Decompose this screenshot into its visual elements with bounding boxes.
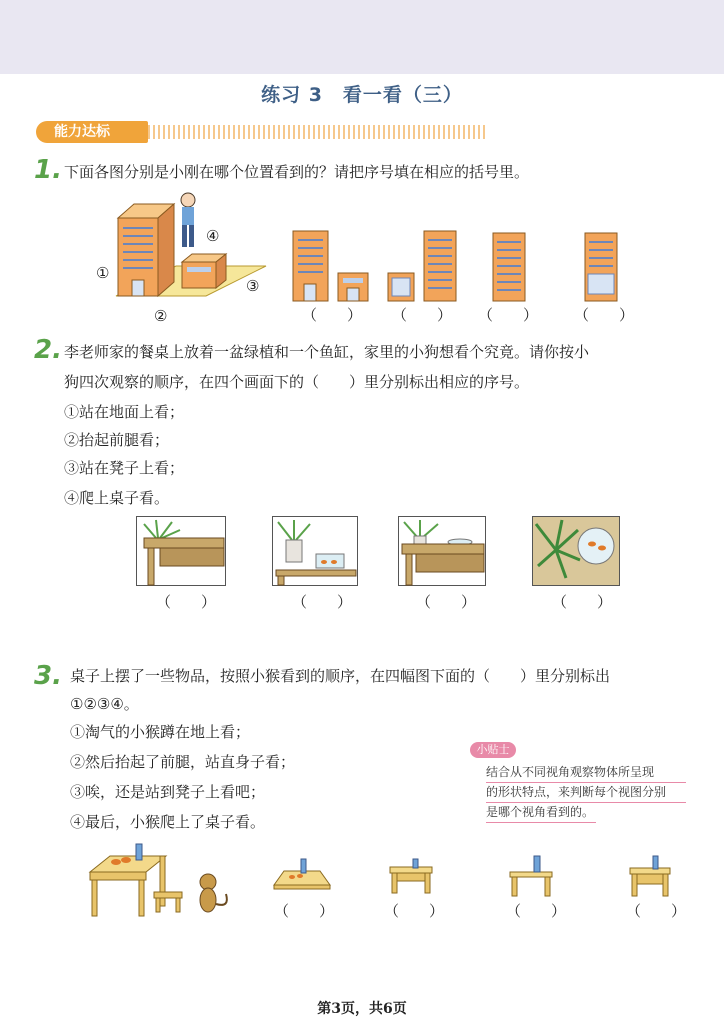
question-1-text: 下面各图分别是小刚在哪个位置看到的？请把序号填在相应的括号里。 <box>64 163 530 181</box>
header-band <box>0 0 724 74</box>
tip-text <box>486 762 708 822</box>
q3-answer-blank-b[interactable]: （ ） <box>384 902 445 920</box>
q1-view-d <box>582 228 622 303</box>
q2-answer-blank-a[interactable]: （ ） <box>156 593 217 611</box>
q3-scene-illustration <box>86 838 246 920</box>
q2-picture-b <box>272 516 358 586</box>
tip-badge: 小贴士 <box>470 742 516 758</box>
q3-option-4: ④最后，小猴爬上了桌子看。 <box>70 813 266 831</box>
q2-option-2: ②抬起前腿看； <box>64 431 170 449</box>
question-3-text-line-2: ①②③④。 <box>70 695 139 713</box>
q3-option-2: ②然后抬起了前腿，站直身子看； <box>70 753 296 771</box>
q1-view-b <box>386 228 466 303</box>
q2-answer-blank-b[interactable]: （ ） <box>292 593 353 611</box>
q1-answer-blank-b[interactable]: （ ） <box>392 306 453 324</box>
q1-answer-blank-d[interactable]: （ ） <box>574 306 635 324</box>
q2-option-1: ①站在地面上看； <box>64 403 185 421</box>
q2-answer-blank-d[interactable]: （ ） <box>552 593 613 611</box>
q3-answer-blank-a[interactable]: （ ） <box>274 902 335 920</box>
q1-label-2: ② <box>154 307 168 325</box>
q1-answer-blank-c[interactable]: （ ） <box>478 306 539 324</box>
question-2-number: 2. <box>34 335 62 365</box>
q1-label-1: ① <box>96 264 110 282</box>
q2-answer-blank-c[interactable]: （ ） <box>416 593 477 611</box>
q2-picture-d <box>532 516 620 586</box>
tip-rule-3 <box>486 822 596 823</box>
q1-view-c <box>490 228 530 303</box>
question-3-number: 3. <box>34 661 62 691</box>
question-2-text-line-2: 狗四次观察的顺序，在四个画面下的（ ）里分别标出相应的序号。 <box>64 373 530 391</box>
tip-rule-1 <box>486 782 686 783</box>
q3-answer-blank-c[interactable]: （ ） <box>506 902 567 920</box>
question-3-text-line-1: 桌子上摆了一些物品，按照小猴看到的顺序，在四幅图下面的（ ）里分别标出 <box>70 667 611 685</box>
question-1-number: 1. <box>34 155 62 185</box>
page-title: 练习 3 看一看（三） <box>261 84 463 106</box>
q3-answer-blank-d[interactable]: （ ） <box>626 902 687 920</box>
q2-option-4: ④爬上桌子看。 <box>64 489 170 507</box>
q3-view-c <box>504 852 556 898</box>
q2-option-3: ③站在凳子上看； <box>64 459 185 477</box>
q1-view-a <box>290 228 370 303</box>
q3-view-d <box>626 852 674 898</box>
q3-option-3: ③唉，还是站到凳子上看吧； <box>70 783 266 801</box>
tip-rule-2 <box>486 802 686 803</box>
q1-scene-illustration <box>96 188 276 318</box>
tip-line-1: 结合从不同视角观察物体所呈现 <box>486 765 655 779</box>
q1-label-4: ④ <box>206 227 220 245</box>
page-footer: 第3页，共6页 <box>317 1001 407 1017</box>
q1-answer-blank-a[interactable]: （ ） <box>302 306 363 324</box>
tip-line-2: 的形状特点，来判断每个视图分别 <box>486 785 667 799</box>
section-tag: 能力达标 <box>36 121 148 143</box>
q3-option-1: ①淘气的小猴蹲在地上看； <box>70 723 251 741</box>
question-2-text-line-1: 李老师家的餐桌上放着一盆绿植和一个鱼缸，家里的小狗想看个究竟。请你按小 <box>64 343 590 361</box>
q3-view-b <box>386 855 436 895</box>
q1-label-3: ③ <box>246 277 260 295</box>
tip-line-3: 是哪个视角看到的。 <box>486 805 595 819</box>
q3-view-a <box>272 855 332 895</box>
q2-picture-c <box>398 516 486 586</box>
section-stripe <box>148 125 488 139</box>
q2-picture-a <box>136 516 226 586</box>
